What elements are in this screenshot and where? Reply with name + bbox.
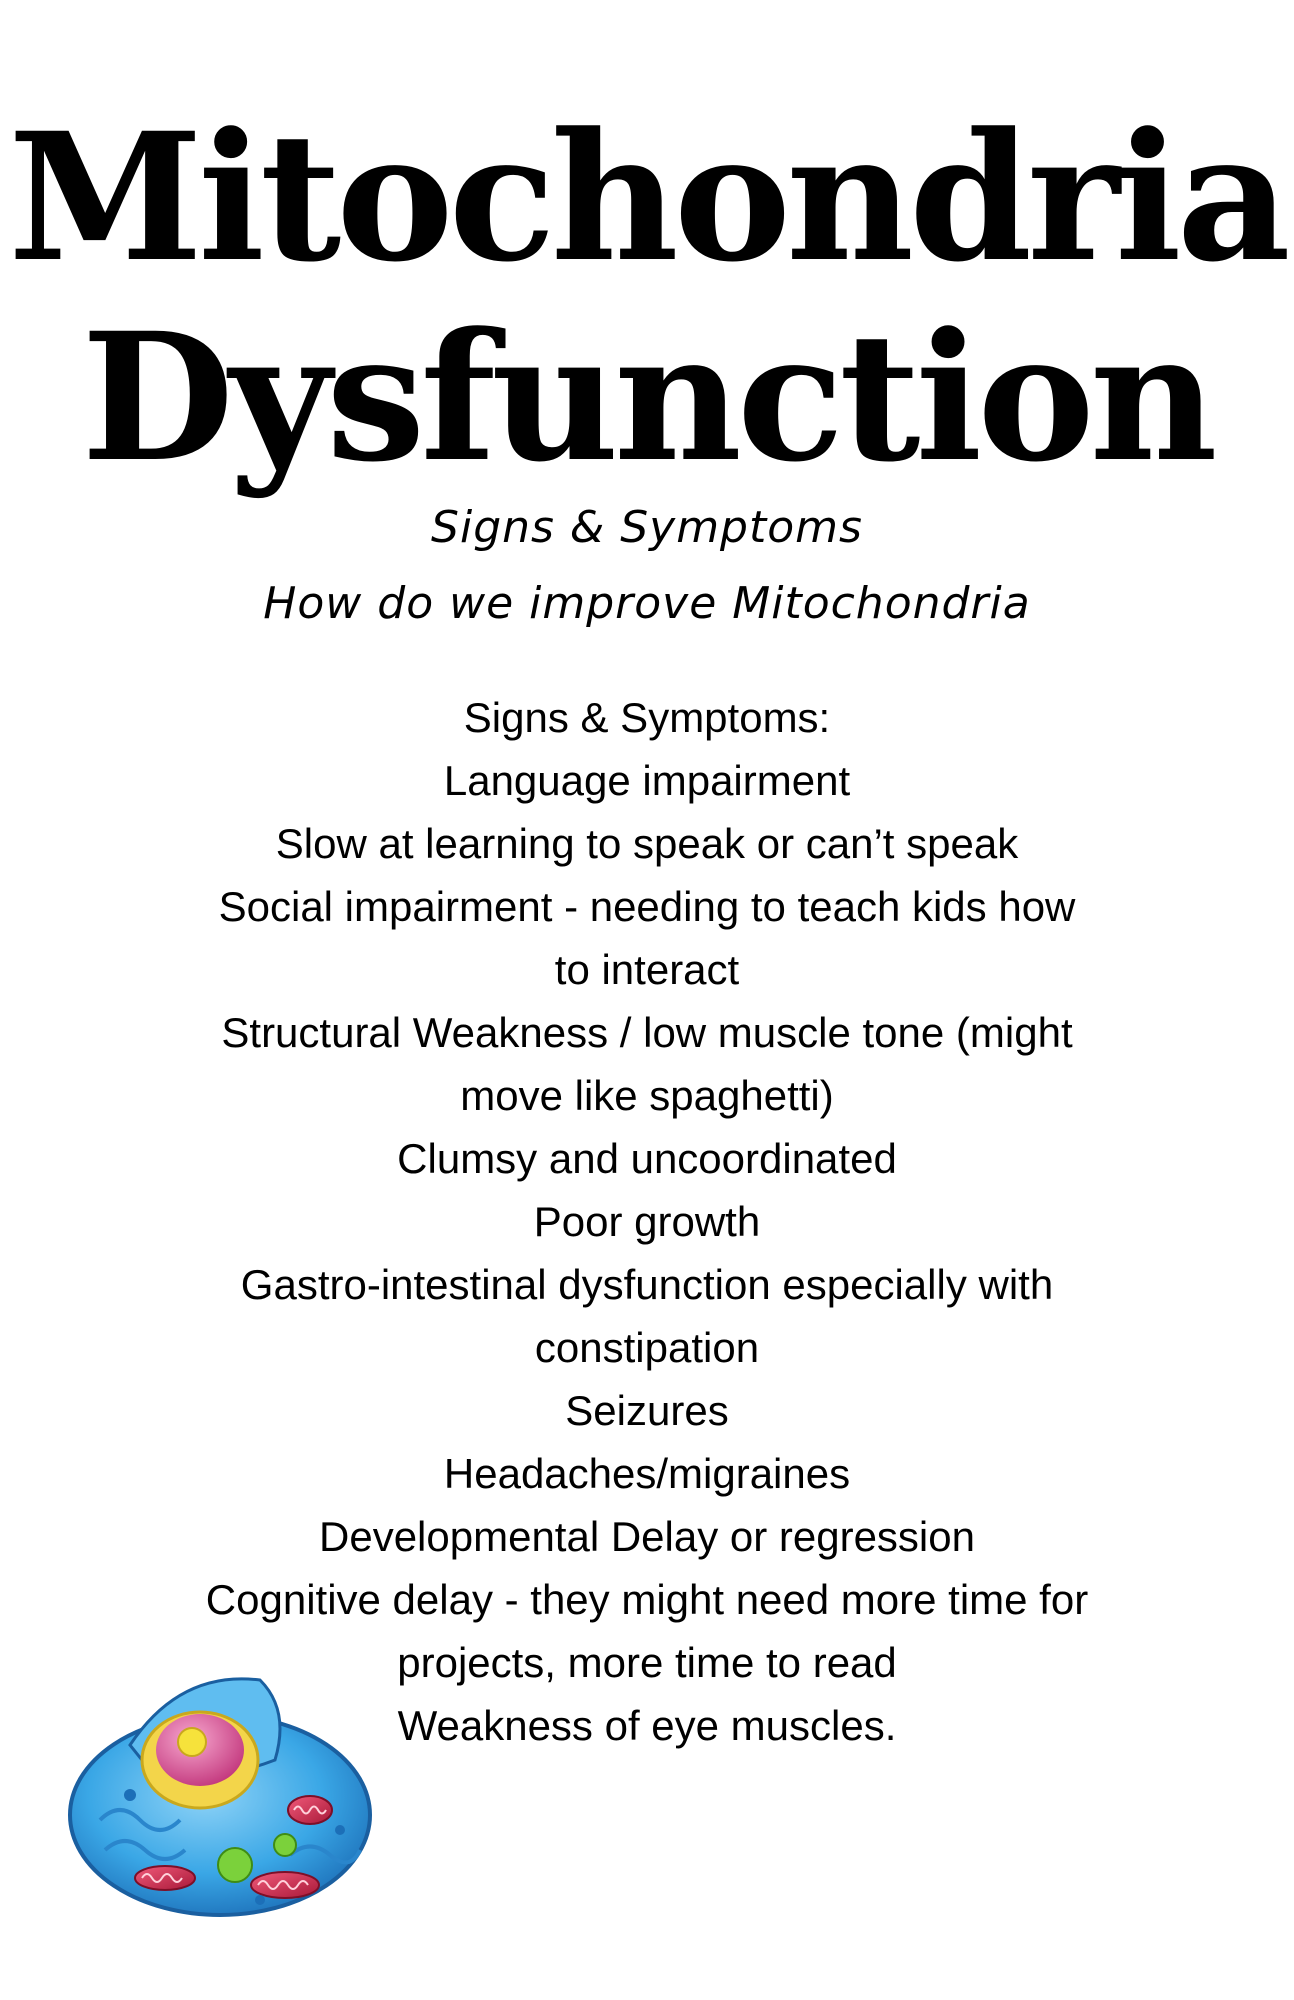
page-title — [0, 94, 1294, 501]
subtitle-improve-mitochondria: How do we improve Mitochondria — [263, 578, 1031, 629]
subtitle-block — [0, 490, 1294, 642]
symptom-item: Poor growth — [533, 1198, 761, 1245]
symptom-item: Clumsy and uncoordinated — [397, 1135, 897, 1182]
title-line-1: Mitochondria — [8, 94, 1286, 301]
symptom-item: Language impairment — [443, 757, 851, 804]
symptom-item: Slow at learning to speak or can’t speak — [275, 820, 1019, 867]
symptoms-heading: Signs & Symptoms: — [463, 694, 831, 741]
subtitle-signs-symptoms: Signs & Symptoms — [431, 502, 863, 553]
symptom-item: Social impairment - needing to teach kids how to interact — [218, 883, 1076, 993]
symptom-item: Weakness of eye muscles. — [397, 1702, 897, 1749]
symptom-item: Gastro-intestinal dysfunction especially with constipation — [240, 1261, 1054, 1371]
symptom-item: Cognitive delay - they might need more time for projects, more time to read — [205, 1576, 1089, 1686]
symptoms-section — [197, 686, 1097, 1757]
animal-cell-icon — [60, 1650, 380, 1930]
title-line-2: Dysfunction — [81, 294, 1213, 501]
symptom-item: Developmental Delay or regression — [319, 1513, 975, 1560]
symptom-item: Headaches/migraines — [443, 1450, 851, 1497]
symptom-item: Structural Weakness / low muscle tone (might move like spaghetti) — [221, 1009, 1073, 1119]
symptom-list — [197, 749, 1097, 1757]
symptom-item: Seizures — [565, 1387, 729, 1434]
